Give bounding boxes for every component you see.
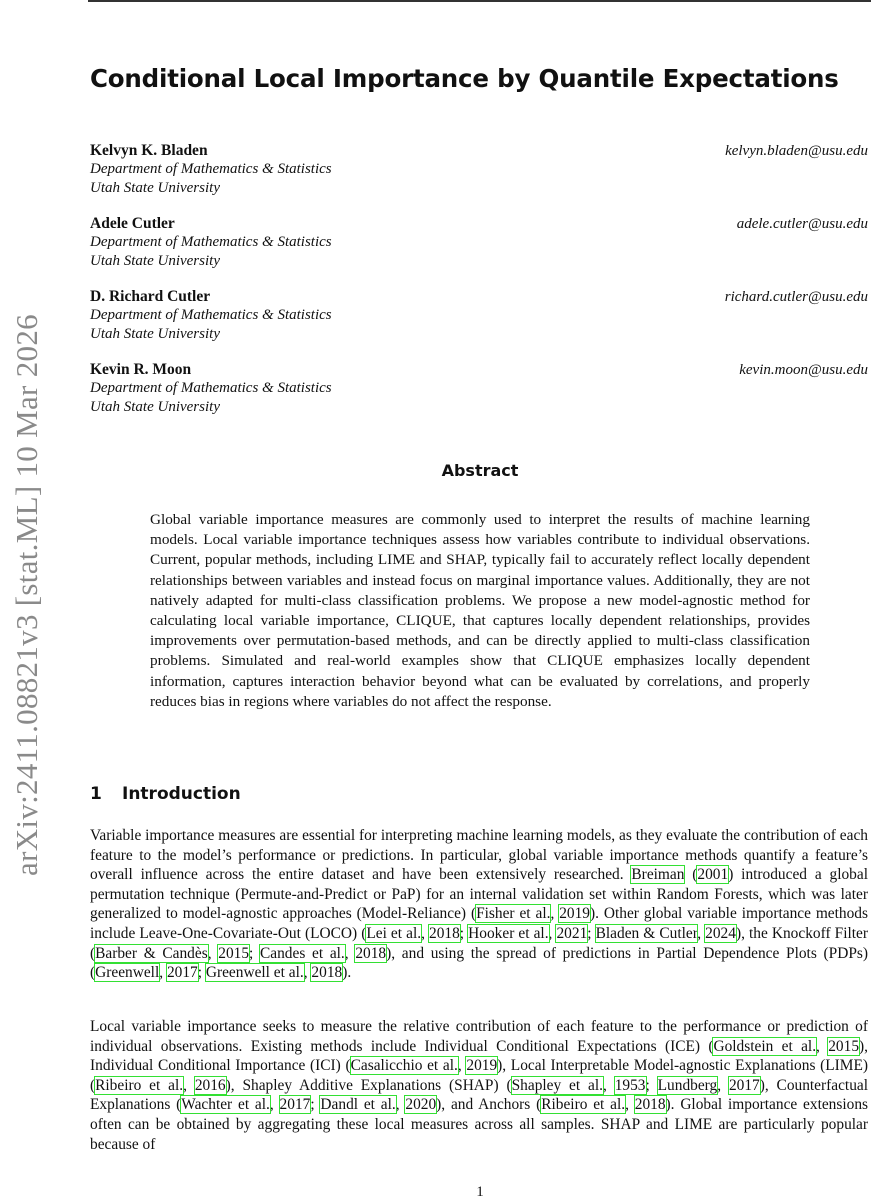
paragraph-text: ; xyxy=(249,944,261,962)
author-university: Utah State University xyxy=(90,398,220,415)
citation-link[interactable]: Barber & Candès xyxy=(95,944,208,962)
paragraph-text: ), Shapley Additive Explanations (SHAP) ( xyxy=(225,1076,512,1094)
paragraph-text: ), and using the spread of predictions in Partial Dependence Plots (PDPs) ( xyxy=(90,944,868,982)
top-rule xyxy=(88,0,871,2)
paragraph-text: ; xyxy=(310,1096,321,1114)
paragraph-text: , xyxy=(603,1076,615,1094)
paragraph-text: ) introduced a global permutation technique (Permute-and-Predict or PaP) for an internal validation set within Random Forests, which was later generalized to model-agnostic approaches (Model-Reliance) ( xyxy=(90,866,868,923)
paragraph-text: , xyxy=(717,1076,729,1094)
author-department: Department of Mathematics & Statistics xyxy=(90,234,332,251)
paragraph-text: ; xyxy=(459,924,469,942)
paragraph-text: ( xyxy=(684,866,698,884)
author-email[interactable]: richard.cutler@usu.edu xyxy=(724,289,868,305)
citation-link[interactable]: 2017 xyxy=(279,1096,311,1114)
citation-link[interactable]: Lundberg xyxy=(657,1076,718,1094)
author-block xyxy=(90,361,868,416)
citation-link[interactable]: Goldstein et al. xyxy=(713,1037,817,1055)
paragraph-text: , xyxy=(548,924,557,942)
author-name: Kelvyn K. Bladen xyxy=(90,142,208,159)
paragraph-text: Local variable importance seeks to measure the relative contribution of each feature to the performance or prediction of individual observations. Existing methods include Individual Conditional Expectations (ICE) ( xyxy=(90,1018,868,1055)
author-university: Utah State University xyxy=(90,325,220,342)
citation-link[interactable]: 2018 xyxy=(634,1096,666,1114)
author-name: D. Richard Cutler xyxy=(90,288,211,305)
citation-link[interactable]: Shapley et al. xyxy=(511,1076,603,1094)
author-department: Department of Mathematics & Statistics xyxy=(90,380,332,397)
citation-link[interactable]: 2019 xyxy=(466,1057,498,1075)
author-department: Department of Mathematics & Statistics xyxy=(90,307,332,324)
citation-link[interactable]: Greenwell et al. xyxy=(205,964,304,982)
citation-link[interactable]: Ribeiro et al. xyxy=(95,1076,184,1094)
author-name: Kevin R. Moon xyxy=(90,361,192,378)
citation-link[interactable]: 2018 xyxy=(429,924,460,942)
author-block xyxy=(90,215,868,270)
paragraph-text: , xyxy=(457,1057,467,1075)
citation-link[interactable]: Hooker et al. xyxy=(468,924,549,942)
citation-link[interactable]: Fisher et al. xyxy=(476,905,551,923)
author-block xyxy=(90,142,868,197)
citation-link[interactable]: Dandl et al. xyxy=(320,1096,396,1114)
paragraph-text: , xyxy=(269,1096,280,1114)
intro-paragraph-1 xyxy=(90,826,868,983)
paper-title: Conditional Local Importance by Quantile Expectations xyxy=(90,64,839,93)
paragraph-text: ). xyxy=(342,964,352,982)
author-name: Adele Cutler xyxy=(90,215,175,232)
citation-link[interactable]: 2017 xyxy=(166,964,198,982)
abstract-text: Global variable importance measures are commonly used to interpret the results of machine learning models. Local variable importance techniques assess how variables contribute to individual observations. Current, popular methods, including LIME and SHAP, typically fail to accurately reflect locally dependent relationships between variables and instead focus on marginal importance values. Additionally, they are not natively adapted for multi-class classification problems. We propose a new model-agnostic method for calculating local variable importance, CLIQUE, that captures locally dependent relationships, provides improvements over permutation-based methods, and can be directly applied to multi-class classification problems. Simulated and real-world examples show that CLIQUE emphasizes locally dependent information, captures interaction behavior beyond what can be evaluated by correlations, and properly reduces bias in regions where variables do not affect the response. xyxy=(150,511,810,710)
citation-link[interactable]: Breiman xyxy=(631,866,685,884)
paragraph-text: ), Counterfactual Explanations ( xyxy=(90,1076,869,1114)
paragraph-text: ), Individual Conditional Importance (ICI) ( xyxy=(90,1037,868,1075)
citation-link[interactable]: 2001 xyxy=(697,866,729,884)
author-email[interactable]: kevin.moon@usu.edu xyxy=(739,362,868,378)
paragraph-text: ; xyxy=(197,964,206,982)
author-department: Department of Mathematics & Statistics xyxy=(90,161,332,178)
paragraph-text: ). Other global variable importance methods include Leave-One-Covariate-Out (LOCO) ( xyxy=(90,905,868,942)
author-email[interactable]: adele.cutler@usu.edu xyxy=(736,216,868,232)
citation-link[interactable]: Casalicchio et al. xyxy=(350,1057,458,1075)
citation-link[interactable]: 2024 xyxy=(705,924,736,942)
paragraph-text: ). Global importance extensions often can be obtained by aggregating these local measures across all samples. SHAP and LIME are particularly popular because of xyxy=(90,1096,869,1153)
paragraph-text: , xyxy=(625,1096,635,1114)
paragraph-text: ), the Knockoff Filter ( xyxy=(90,924,868,962)
citation-link[interactable]: Bladen & Cutler xyxy=(595,924,698,942)
citation-link[interactable]: 2020 xyxy=(405,1096,437,1114)
paragraph-text: , xyxy=(303,964,312,982)
arxiv-identifier[interactable]: arXiv:2411.08821v3 [stat.ML] 10 Mar 2026 xyxy=(9,314,44,876)
author-block xyxy=(90,288,868,343)
author-university: Utah State University xyxy=(90,179,220,196)
citation-link[interactable]: Lei et al. xyxy=(366,924,422,942)
paragraph-text: Variable importance measures are essential for interpreting machine learning models, as they evaluate the contribution of each feature to the model’s performance or predictions. In particular, global variable importance methods quantify a feature’s overall influence across the entire dataset and have been extensively researched. xyxy=(90,827,868,884)
page-number: 1 xyxy=(476,1184,484,1200)
paragraph-text: , xyxy=(159,964,167,982)
citation-link[interactable]: 2018 xyxy=(311,964,343,982)
paragraph-text: , xyxy=(395,1096,406,1114)
citation-link[interactable]: 2016 xyxy=(194,1076,226,1094)
citation-link[interactable]: 2015 xyxy=(828,1037,860,1055)
citation-link[interactable]: Greenwell xyxy=(95,964,160,982)
citation-link[interactable]: 1953 xyxy=(614,1076,646,1094)
section-heading xyxy=(90,784,241,804)
citation-link[interactable]: Candes et al. xyxy=(260,944,345,962)
paragraph-text: , xyxy=(183,1076,195,1094)
citation-link[interactable]: Wachter et al. xyxy=(181,1096,270,1114)
section-title: Introduction xyxy=(122,784,241,804)
section-number: 1 xyxy=(90,784,102,804)
paragraph-text: , xyxy=(207,944,219,962)
paragraph-text: , xyxy=(344,944,356,962)
citation-link[interactable]: 2015 xyxy=(218,944,250,962)
abstract-heading: Abstract xyxy=(441,461,519,480)
paragraph-text: ), and Anchors ( xyxy=(436,1096,542,1114)
citation-link[interactable]: 2017 xyxy=(728,1076,760,1094)
paragraph-text: ; xyxy=(645,1076,658,1094)
paragraph-text: , xyxy=(697,924,706,942)
paragraph-text: , xyxy=(550,905,560,923)
paragraph-text: ; xyxy=(587,924,596,942)
citation-link[interactable]: 2018 xyxy=(355,944,387,962)
paragraph-text: ), Local Interpretable Model-agnostic Explanations (LIME) ( xyxy=(90,1057,868,1094)
citation-link[interactable]: 2021 xyxy=(556,924,588,942)
citation-link[interactable]: 2019 xyxy=(559,905,590,923)
intro-paragraph-2 xyxy=(90,1017,868,1154)
paragraph-text: , xyxy=(421,924,430,942)
paragraph-text: , xyxy=(816,1037,829,1055)
citation-link[interactable]: Ribeiro et al. xyxy=(541,1096,626,1114)
author-email[interactable]: kelvyn.bladen@usu.edu xyxy=(725,143,868,159)
author-university: Utah State University xyxy=(90,252,220,269)
